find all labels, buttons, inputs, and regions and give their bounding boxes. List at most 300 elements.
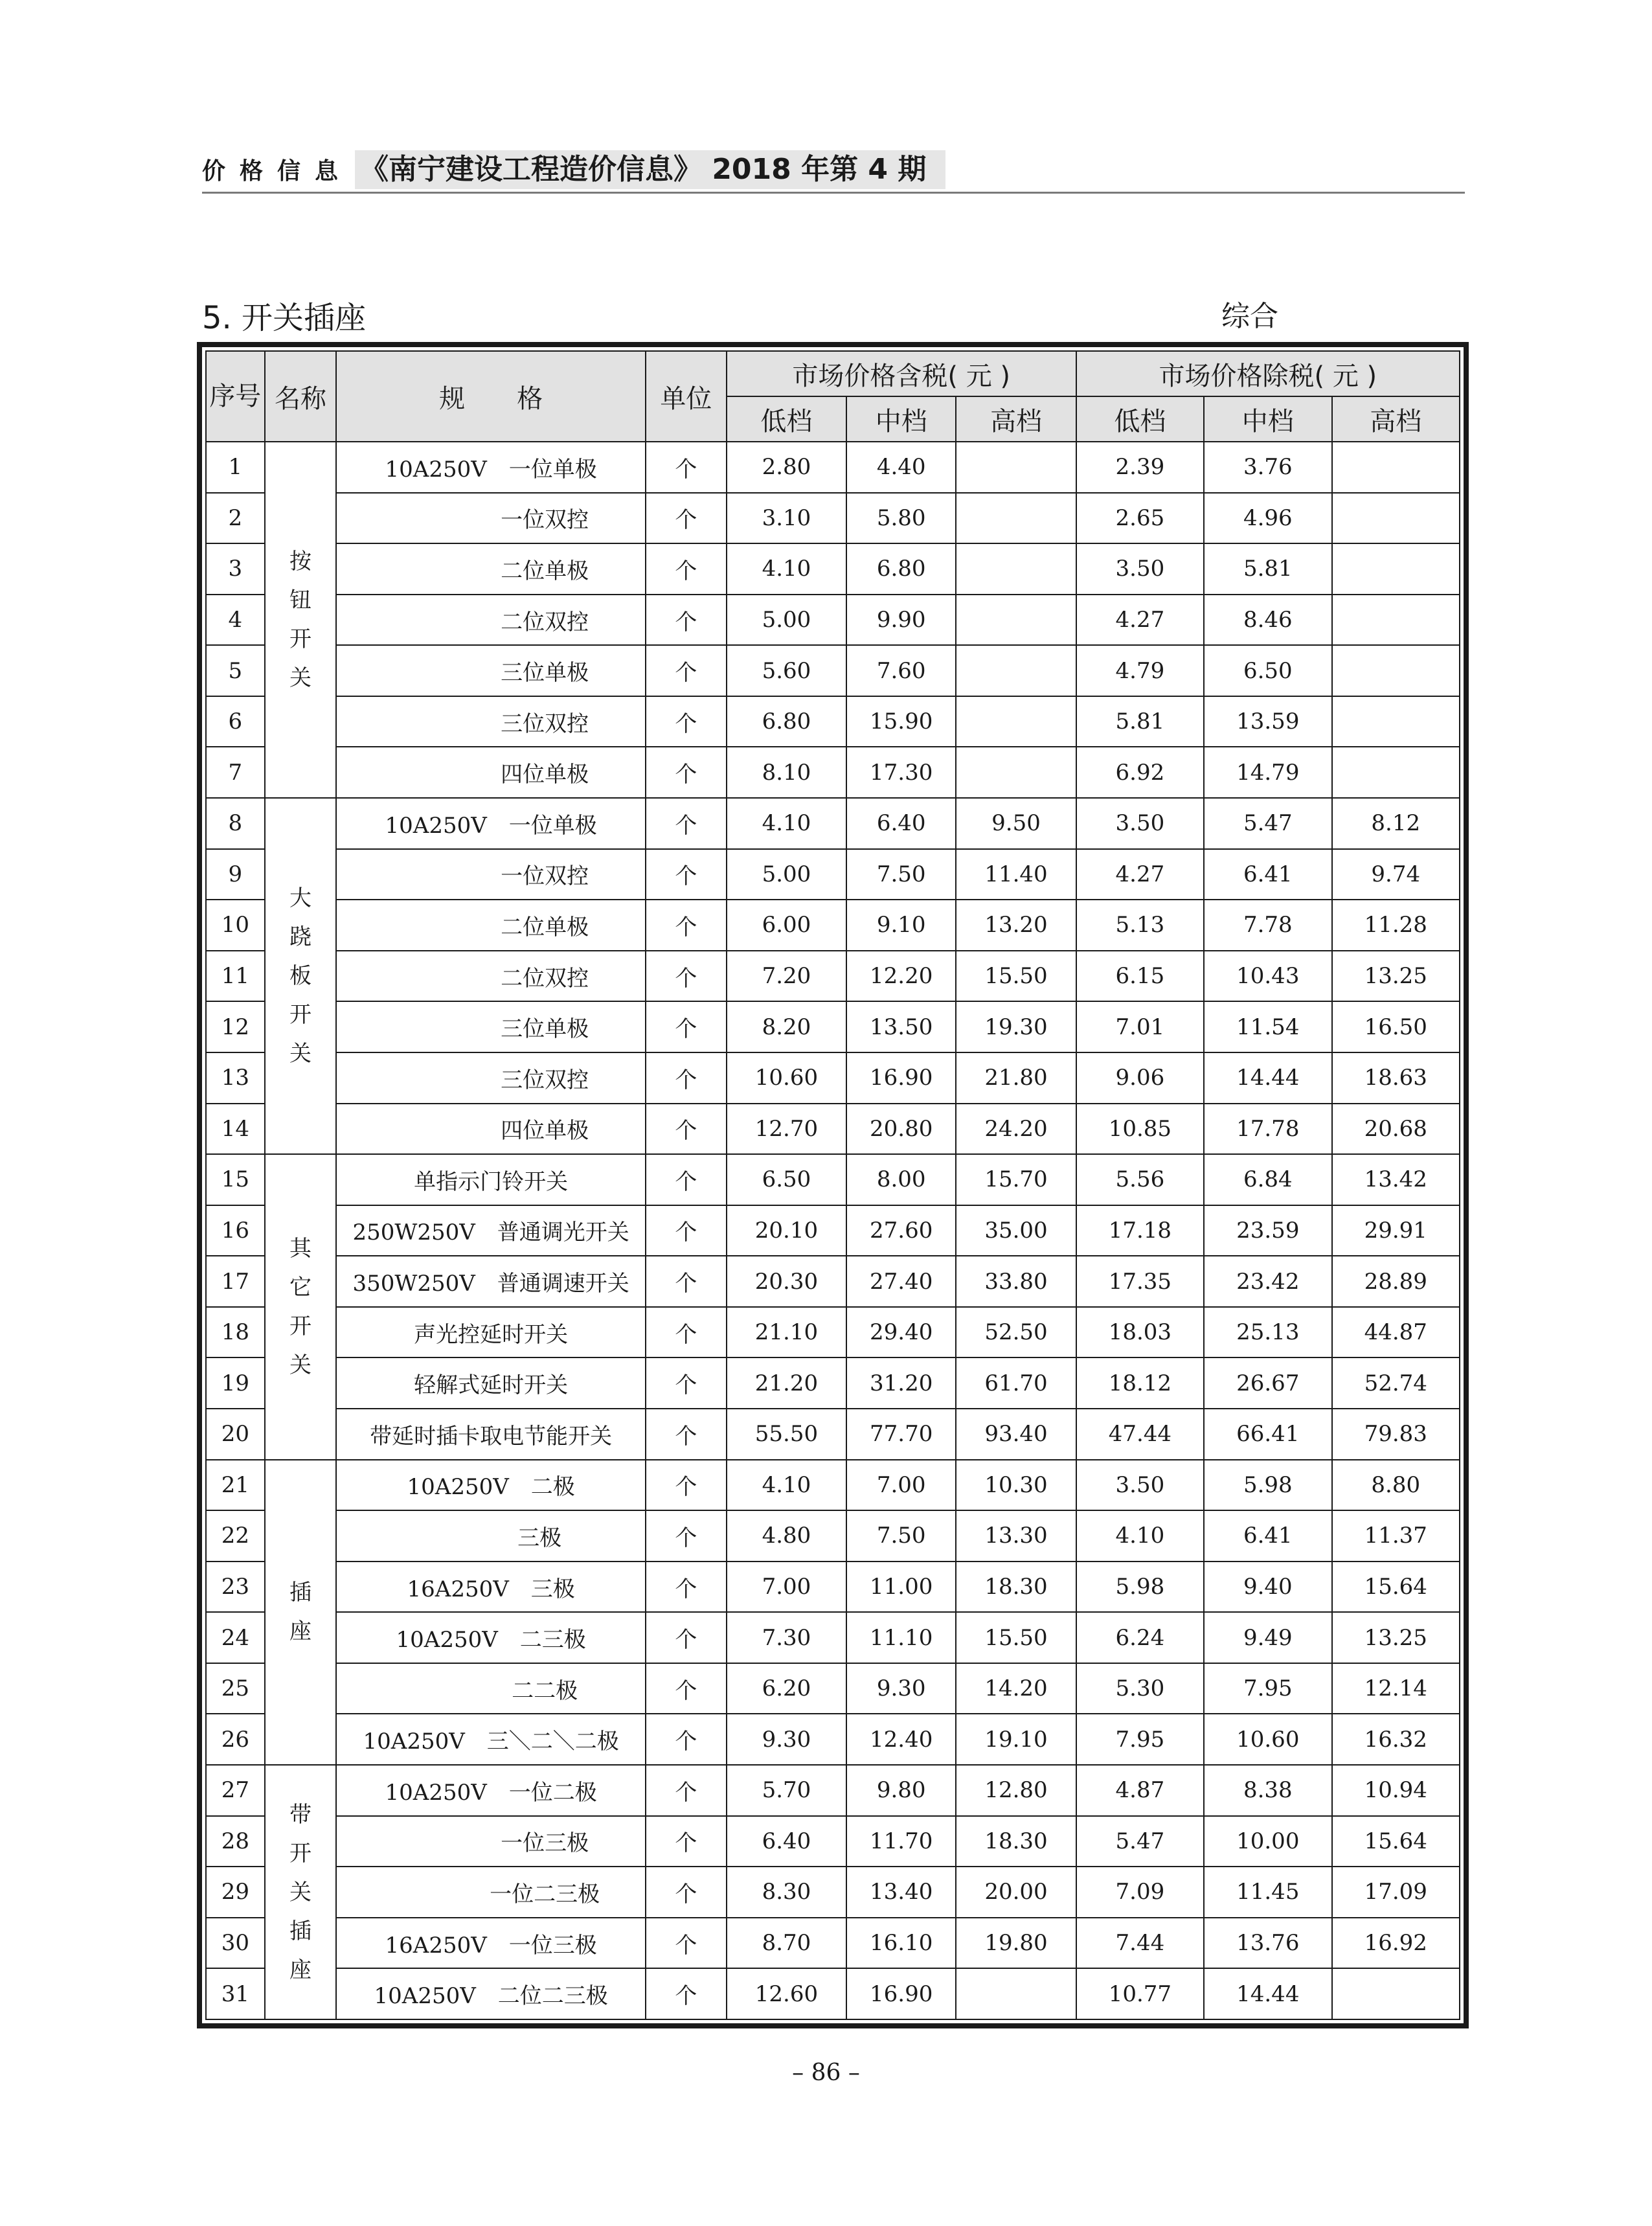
price-tax-low: 20.30 (727, 1256, 846, 1307)
price-tax-high: 12.80 (956, 1765, 1076, 1816)
price-net-low: 3.50 (1076, 798, 1204, 849)
row-number: 22 (206, 1510, 265, 1562)
price-tax-high: 9.50 (956, 798, 1076, 849)
unit-cell: 个 (646, 442, 727, 493)
unit-cell: 个 (646, 1001, 727, 1052)
price-net-low: 4.27 (1076, 595, 1204, 646)
price-tax-mid: 5.80 (846, 493, 956, 544)
unit-cell: 个 (646, 1663, 727, 1714)
price-tax-low: 8.10 (727, 747, 846, 798)
spec-cell (336, 1867, 645, 1918)
spec-rating: 10A250V (385, 1779, 487, 1806)
row-number: 16 (206, 1205, 265, 1256)
section-note: 综合 (1221, 300, 1278, 333)
header-publication-title: 《南宁建设工程造价信息》 2018 年第 4 期 (355, 150, 945, 189)
price-tax-mid: 27.40 (846, 1256, 956, 1307)
price-net-mid: 25.13 (1204, 1307, 1331, 1358)
price-net-mid: 11.45 (1204, 1867, 1331, 1918)
spec-cell (336, 595, 645, 646)
spec-cell (336, 493, 645, 544)
price-net-low: 5.98 (1076, 1562, 1204, 1613)
spec-cell (336, 798, 645, 849)
price-net-low: 2.65 (1076, 493, 1204, 544)
spec-text: 二极 (530, 1474, 575, 1501)
price-tax-mid: 31.20 (846, 1357, 956, 1409)
table-row (206, 1205, 1460, 1256)
price-tax-mid: 7.00 (846, 1460, 956, 1511)
price-net-low: 6.92 (1076, 747, 1204, 798)
unit-cell: 个 (646, 1154, 727, 1205)
price-tax-high: 52.50 (956, 1307, 1076, 1358)
table-row (206, 595, 1460, 646)
spec-text: 一位三极 (501, 1830, 589, 1857)
spec-text: 三位双控 (501, 1067, 589, 1093)
table-row (206, 1968, 1460, 2019)
spec-cell (336, 1205, 645, 1256)
header-section-label: 价格信息 (202, 158, 353, 185)
price-net-high: 16.32 (1332, 1714, 1460, 1765)
price-net-low: 7.44 (1076, 1918, 1204, 1969)
price-tax-mid: 6.40 (846, 798, 956, 849)
price-net-low: 10.77 (1076, 1968, 1204, 2019)
section-title: 5. 开关插座 (202, 300, 367, 336)
row-number: 25 (206, 1663, 265, 1714)
price-net-mid: 14.79 (1204, 747, 1331, 798)
header-spec: 规 格 (336, 351, 645, 442)
row-number: 28 (206, 1816, 265, 1867)
spec-text: 二位单极 (501, 558, 589, 584)
price-net-high: 11.37 (1332, 1510, 1460, 1562)
price-tax-high: 10.30 (956, 1460, 1076, 1511)
row-number: 19 (206, 1357, 265, 1409)
price-net-high: 16.50 (1332, 1001, 1460, 1052)
price-tax-low: 6.80 (727, 696, 846, 747)
price-net-high (1332, 595, 1460, 646)
price-tax-low: 5.00 (727, 595, 846, 646)
price-net-low: 18.12 (1076, 1357, 1204, 1409)
row-number: 26 (206, 1714, 265, 1765)
row-number: 23 (206, 1562, 265, 1613)
category-name (265, 1460, 337, 1765)
price-net-low: 6.15 (1076, 951, 1204, 1002)
price-tax-mid: 9.10 (846, 900, 956, 951)
price-net-mid: 13.59 (1204, 696, 1331, 747)
category-name (265, 1765, 337, 2019)
spec-cell (336, 1612, 645, 1663)
row-number: 21 (206, 1460, 265, 1511)
price-tax-low: 12.70 (727, 1104, 846, 1155)
row-number: 11 (206, 951, 265, 1002)
spec-text: 二位单极 (501, 914, 589, 940)
spec-text: 声光控延时开关 (414, 1321, 569, 1348)
spec-cell (336, 900, 645, 951)
table-row (206, 1816, 1460, 1867)
price-tax-high: 13.20 (956, 900, 1076, 951)
price-net-low: 17.18 (1076, 1205, 1204, 1256)
price-net-mid: 4.96 (1204, 493, 1331, 544)
price-tax-high: 33.80 (956, 1256, 1076, 1307)
category-label: 带开关插座 (289, 1801, 312, 1983)
table-row (206, 1510, 1460, 1562)
category-label: 大跷板开关 (289, 885, 312, 1067)
price-net-mid: 3.76 (1204, 442, 1331, 493)
unit-cell: 个 (646, 595, 727, 646)
price-tax-low: 8.20 (727, 1001, 846, 1052)
unit-cell: 个 (646, 1765, 727, 1816)
header-net-high: 高档 (1332, 396, 1460, 442)
spec-cell (336, 747, 645, 798)
price-tax-high (956, 442, 1076, 493)
price-net-high: 8.12 (1332, 798, 1460, 849)
price-net-high: 13.42 (1332, 1154, 1460, 1205)
spec-cell (336, 645, 645, 696)
price-net-mid: 9.49 (1204, 1612, 1331, 1663)
price-net-low: 17.35 (1076, 1256, 1204, 1307)
price-tax-high: 19.80 (956, 1918, 1076, 1969)
spec-text: 一位二三极 (490, 1881, 600, 1907)
price-tax-high (956, 696, 1076, 747)
spec-text: 三位单极 (501, 1016, 589, 1043)
price-tax-mid: 9.80 (846, 1765, 956, 1816)
price-net-low: 9.06 (1076, 1052, 1204, 1104)
table-row (206, 1104, 1460, 1155)
price-net-high (1332, 442, 1460, 493)
header-group-without-tax: 市场价格除税( 元 ) (1076, 351, 1460, 396)
unit-cell: 个 (646, 696, 727, 747)
price-net-high: 52.74 (1332, 1357, 1460, 1409)
price-tax-mid: 11.10 (846, 1612, 956, 1663)
price-tax-mid: 11.70 (846, 1816, 956, 1867)
unit-cell: 个 (646, 1104, 727, 1155)
table-row (206, 1765, 1460, 1816)
spec-cell (336, 1001, 645, 1052)
price-net-low: 5.81 (1076, 696, 1204, 747)
price-net-mid: 6.41 (1204, 1510, 1331, 1562)
price-tax-low: 4.10 (727, 798, 846, 849)
spec-rating: 10A250V (385, 812, 487, 839)
unit-cell: 个 (646, 1510, 727, 1562)
row-number: 29 (206, 1867, 265, 1918)
unit-cell: 个 (646, 1205, 727, 1256)
price-net-mid: 10.00 (1204, 1816, 1331, 1867)
spec-cell (336, 1357, 645, 1409)
row-number: 4 (206, 595, 265, 646)
price-net-low: 7.95 (1076, 1714, 1204, 1765)
price-tax-mid: 11.00 (846, 1562, 956, 1613)
category-name (265, 798, 337, 1154)
price-net-low: 2.39 (1076, 442, 1204, 493)
price-net-low: 18.03 (1076, 1307, 1204, 1358)
category-label: 其它开关 (289, 1235, 312, 1378)
price-tax-low: 5.60 (727, 645, 846, 696)
price-net-low: 7.01 (1076, 1001, 1204, 1052)
price-tax-high (956, 493, 1076, 544)
price-net-low: 6.24 (1076, 1612, 1204, 1663)
price-tax-low: 7.00 (727, 1562, 846, 1613)
row-number: 20 (206, 1409, 265, 1460)
spec-cell (336, 1510, 645, 1562)
price-net-high: 79.83 (1332, 1409, 1460, 1460)
running-header (202, 150, 1465, 192)
price-net-high: 17.09 (1332, 1867, 1460, 1918)
spec-text: 四位单极 (501, 762, 589, 788)
price-net-mid: 11.54 (1204, 1001, 1331, 1052)
price-net-mid: 5.98 (1204, 1460, 1331, 1511)
table-row (206, 543, 1460, 595)
header-tax-mid: 中档 (846, 396, 956, 442)
table-row (206, 951, 1460, 1002)
price-net-high: 15.64 (1332, 1816, 1460, 1867)
table-row (206, 1867, 1460, 1918)
price-net-mid: 17.78 (1204, 1104, 1331, 1155)
header-tax-high: 高档 (956, 396, 1076, 442)
price-net-high: 8.80 (1332, 1460, 1460, 1511)
price-tax-mid: 20.80 (846, 1104, 956, 1155)
header-name: 名称 (265, 351, 337, 442)
table-row (206, 1562, 1460, 1613)
price-net-high: 12.14 (1332, 1663, 1460, 1714)
unit-cell: 个 (646, 1867, 727, 1918)
price-net-high: 28.89 (1332, 1256, 1460, 1307)
spec-rating: 16A250V (407, 1576, 509, 1602)
price-tax-mid: 9.90 (846, 595, 956, 646)
price-tax-high: 19.10 (956, 1714, 1076, 1765)
header-group-with-tax: 市场价格含税( 元 ) (727, 351, 1076, 396)
spec-text: 二位二三极 (497, 1983, 608, 2010)
price-tax-low: 21.10 (727, 1307, 846, 1358)
spec-cell (336, 1918, 645, 1969)
spec-text: 三极 (517, 1525, 562, 1551)
spec-cell (336, 543, 645, 595)
price-net-low: 5.13 (1076, 900, 1204, 951)
spec-text: 单指示门铃开关 (414, 1168, 569, 1195)
row-number: 31 (206, 1968, 265, 2019)
price-tax-high: 13.30 (956, 1510, 1076, 1562)
spec-text: 一位单极 (508, 456, 597, 483)
table-row (206, 696, 1460, 747)
table-row (206, 1052, 1460, 1104)
price-tax-high (956, 747, 1076, 798)
spec-rating: 350W250V (352, 1271, 475, 1297)
unit-cell: 个 (646, 645, 727, 696)
row-number: 3 (206, 543, 265, 595)
spec-cell (336, 1154, 645, 1205)
table-row (206, 1256, 1460, 1307)
price-net-mid: 7.78 (1204, 900, 1331, 951)
row-number: 30 (206, 1918, 265, 1969)
table-row (206, 1409, 1460, 1460)
price-tax-mid: 15.90 (846, 696, 956, 747)
spec-rating: 16A250V (385, 1932, 487, 1959)
price-tax-high: 18.30 (956, 1562, 1076, 1613)
spec-cell (336, 1460, 645, 1511)
unit-cell: 个 (646, 900, 727, 951)
price-tax-low: 4.10 (727, 543, 846, 595)
table-body (206, 442, 1460, 2019)
price-tax-mid: 8.00 (846, 1154, 956, 1205)
row-number: 27 (206, 1765, 265, 1816)
unit-cell: 个 (646, 1816, 727, 1867)
price-net-high (1332, 543, 1460, 595)
page-number: – 86 – (792, 2060, 860, 2086)
price-net-mid: 8.38 (1204, 1765, 1331, 1816)
price-net-mid: 7.95 (1204, 1663, 1331, 1714)
price-tax-high: 15.70 (956, 1154, 1076, 1205)
spec-cell (336, 849, 645, 900)
price-tax-high (956, 1968, 1076, 2019)
price-tax-mid: 13.50 (846, 1001, 956, 1052)
price-tax-mid: 7.60 (846, 645, 956, 696)
unit-cell: 个 (646, 1256, 727, 1307)
category-name (265, 442, 337, 798)
row-number: 14 (206, 1104, 265, 1155)
header-unit: 单位 (646, 351, 727, 442)
price-tax-mid: 6.80 (846, 543, 956, 595)
unit-cell: 个 (646, 849, 727, 900)
price-net-mid: 14.44 (1204, 1968, 1331, 2019)
spec-cell (336, 442, 645, 493)
price-tax-mid: 7.50 (846, 1510, 956, 1562)
price-net-low: 4.79 (1076, 645, 1204, 696)
price-net-mid: 5.81 (1204, 543, 1331, 595)
row-number: 2 (206, 493, 265, 544)
price-tax-low: 9.30 (727, 1714, 846, 1765)
spec-cell (336, 1409, 645, 1460)
row-number: 13 (206, 1052, 265, 1104)
table-row (206, 645, 1460, 696)
row-number: 5 (206, 645, 265, 696)
table-row (206, 493, 1460, 544)
spec-text: 三极 (530, 1576, 575, 1602)
table-row (206, 1460, 1460, 1511)
spec-rating: 10A250V (363, 1729, 465, 1755)
header-divider (202, 192, 1465, 194)
price-net-high: 29.91 (1332, 1205, 1460, 1256)
price-net-high: 9.74 (1332, 849, 1460, 900)
price-tax-low: 8.30 (727, 1867, 846, 1918)
price-tax-low: 4.10 (727, 1460, 846, 1511)
price-net-mid: 10.43 (1204, 951, 1331, 1002)
price-tax-mid: 77.70 (846, 1409, 956, 1460)
unit-cell: 个 (646, 1052, 727, 1104)
spec-cell (336, 1052, 645, 1104)
spec-text: 一位三极 (508, 1932, 597, 1959)
price-net-high (1332, 747, 1460, 798)
table-row (206, 1307, 1460, 1358)
price-net-high: 20.68 (1332, 1104, 1460, 1155)
header-no: 序号 (206, 351, 265, 442)
unit-cell: 个 (646, 1968, 727, 2019)
spec-text: 四位单极 (501, 1118, 589, 1144)
table-row (206, 1001, 1460, 1052)
category-label: 按钮开关 (289, 549, 312, 692)
price-net-low: 7.09 (1076, 1867, 1204, 1918)
price-tax-high (956, 595, 1076, 646)
price-net-mid: 6.41 (1204, 849, 1331, 900)
table-row (206, 1663, 1460, 1714)
table-row (206, 1357, 1460, 1409)
price-table (205, 350, 1460, 2020)
price-net-mid: 10.60 (1204, 1714, 1331, 1765)
spec-cell (336, 1714, 645, 1765)
price-tax-mid: 29.40 (846, 1307, 956, 1358)
spec-text: 一位双控 (501, 507, 589, 534)
price-net-high: 18.63 (1332, 1052, 1460, 1104)
unit-cell: 个 (646, 1562, 727, 1613)
header-net-low: 低档 (1076, 396, 1204, 442)
table-row (206, 747, 1460, 798)
price-tax-high (956, 543, 1076, 595)
unit-cell: 个 (646, 1460, 727, 1511)
price-tax-mid: 12.40 (846, 1714, 956, 1765)
table-header (206, 351, 1460, 442)
price-net-high: 16.92 (1332, 1918, 1460, 1969)
price-tax-high: 19.30 (956, 1001, 1076, 1052)
price-tax-mid: 7.50 (846, 849, 956, 900)
price-tax-mid: 13.40 (846, 1867, 956, 1918)
spec-rating: 10A250V (374, 1983, 476, 2010)
price-tax-mid: 17.30 (846, 747, 956, 798)
row-number: 24 (206, 1612, 265, 1663)
price-tax-high: 11.40 (956, 849, 1076, 900)
price-net-mid: 9.40 (1204, 1562, 1331, 1613)
spec-text: 二二极 (512, 1677, 578, 1704)
price-tax-low: 5.00 (727, 849, 846, 900)
price-net-high (1332, 1968, 1460, 2019)
table-row (206, 1154, 1460, 1205)
price-net-mid: 6.50 (1204, 645, 1331, 696)
price-net-high: 13.25 (1332, 951, 1460, 1002)
spec-cell (336, 1663, 645, 1714)
price-tax-mid: 16.90 (846, 1968, 956, 2019)
price-tax-high: 20.00 (956, 1867, 1076, 1918)
table-row (206, 1612, 1460, 1663)
row-number: 8 (206, 798, 265, 849)
price-tax-high: 15.50 (956, 951, 1076, 1002)
price-net-low: 5.56 (1076, 1154, 1204, 1205)
price-tax-low: 20.10 (727, 1205, 846, 1256)
price-tax-mid: 4.40 (846, 442, 956, 493)
price-tax-low: 2.80 (727, 442, 846, 493)
row-number: 12 (206, 1001, 265, 1052)
price-net-low: 4.27 (1076, 849, 1204, 900)
price-tax-low: 7.30 (727, 1612, 846, 1663)
price-tax-high: 93.40 (956, 1409, 1076, 1460)
spec-text: 二位双控 (501, 965, 589, 992)
table-row (206, 798, 1460, 849)
price-tax-low: 21.20 (727, 1357, 846, 1409)
price-tax-low: 10.60 (727, 1052, 846, 1104)
row-number: 18 (206, 1307, 265, 1358)
header-net-mid: 中档 (1204, 396, 1331, 442)
price-net-low: 10.85 (1076, 1104, 1204, 1155)
spec-text: 一位双控 (501, 863, 589, 890)
price-net-mid: 14.44 (1204, 1052, 1331, 1104)
category-label: 插座 (289, 1580, 312, 1645)
unit-cell: 个 (646, 747, 727, 798)
price-net-low: 3.50 (1076, 543, 1204, 595)
header-tax-low: 低档 (727, 396, 846, 442)
price-net-high: 11.28 (1332, 900, 1460, 951)
spec-cell (336, 1104, 645, 1155)
spec-text: 普通调光开关 (497, 1220, 629, 1246)
spec-cell (336, 951, 645, 1002)
unit-cell: 个 (646, 1307, 727, 1358)
spec-text: 带延时插卡取电节能开关 (370, 1423, 613, 1449)
spec-text: 一位二极 (508, 1779, 597, 1806)
price-net-mid: 5.47 (1204, 798, 1331, 849)
unit-cell: 个 (646, 1918, 727, 1969)
